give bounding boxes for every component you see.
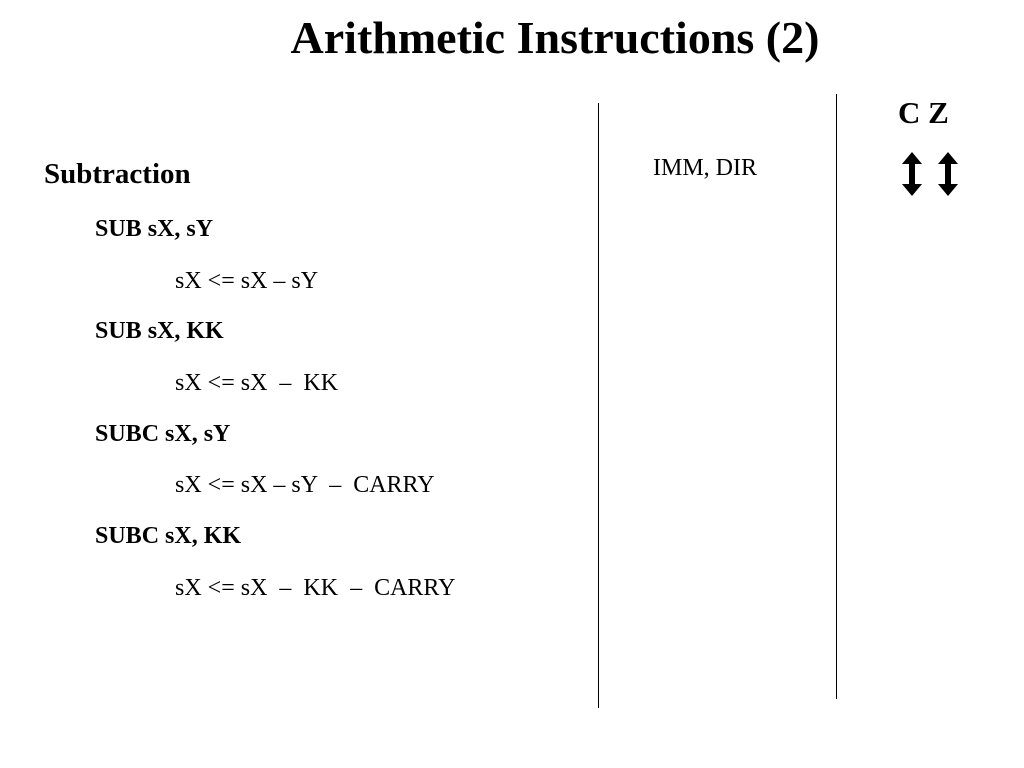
flags-header: C Z [898, 95, 949, 130]
slide-title: Arithmetic Instructions (2) [290, 12, 820, 63]
operation-sub-register: sX <= sX – sY [175, 268, 319, 294]
operation-subc-register: sX <= sX – sY – CARRY [175, 472, 435, 498]
column-divider-left [598, 103, 599, 708]
section-heading-subtraction: Subtraction [44, 158, 191, 190]
instruction-sub-constant: SUB sX, KK [95, 318, 224, 344]
instruction-subc-constant: SUBC sX, KK [95, 523, 242, 549]
instruction-sub-register: SUB sX, sY [95, 216, 214, 242]
instruction-subc-register: SUBC sX, sY [95, 421, 231, 447]
carry-flag-up-down-arrow-icon [900, 150, 924, 198]
addressing-modes: IMM, DIR [653, 155, 758, 181]
operation-subc-constant: sX <= sX – KK – CARRY [175, 575, 456, 601]
column-divider-right [836, 94, 837, 699]
operation-sub-constant: sX <= sX – KK [175, 370, 339, 396]
zero-flag-up-down-arrow-icon [936, 150, 960, 198]
